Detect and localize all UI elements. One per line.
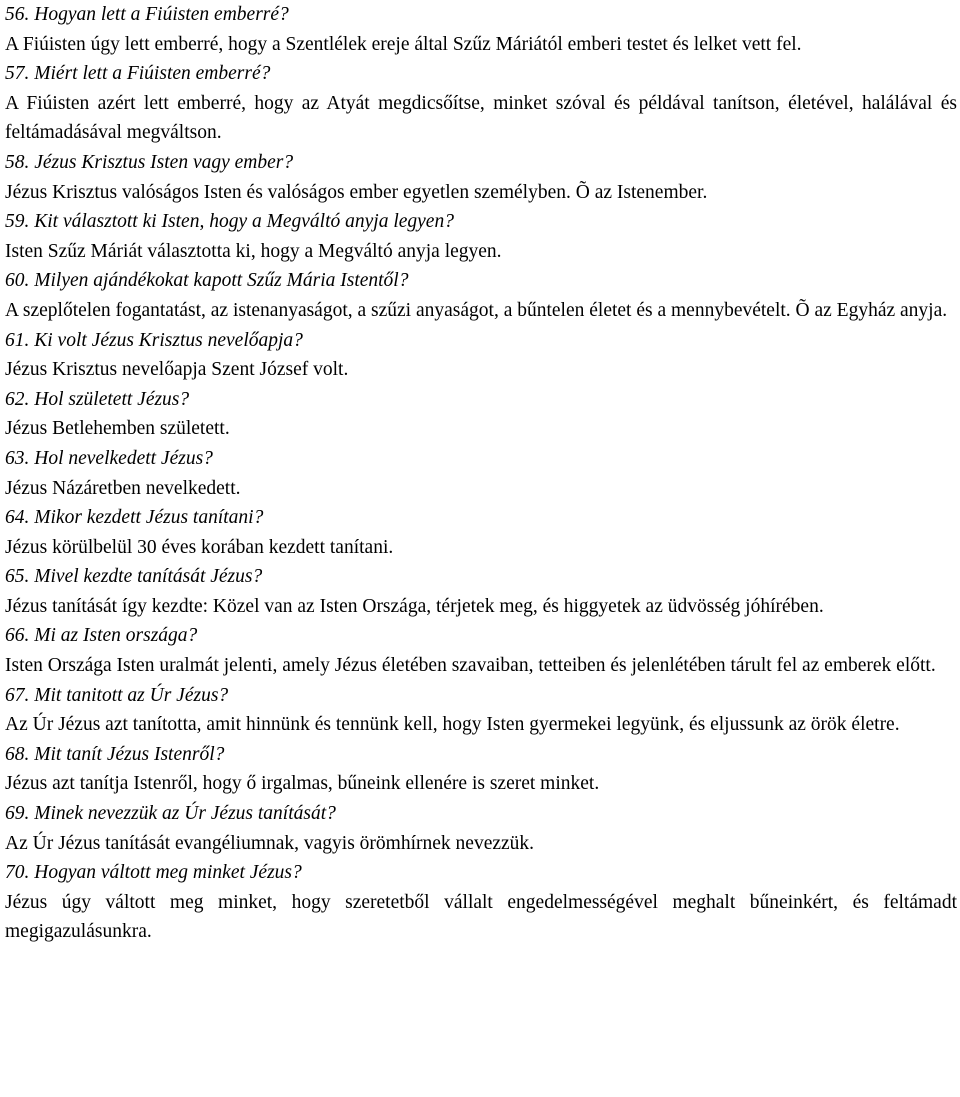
question: 62. Hol született Jézus? [5, 388, 190, 410]
qa-item-65 [5, 562, 957, 621]
question: 58. Jézus Krisztus Isten vagy ember? [5, 151, 294, 173]
question: 61. Ki volt Jézus Krisztus nevelőapja? [5, 329, 303, 351]
qa-item-64 [5, 503, 957, 562]
question: 60. Milyen ajándékokat kapott Szűz Mária Istentől? [5, 270, 409, 292]
answer: Isten Országa Isten uralmát jelenti, amely Jézus életében szavaiban, tetteiben és jelenlétében tárult fel az emberek előtt. [5, 655, 936, 677]
question: 59. Kit választott ki Isten, hogy a Megváltó anyja legyen? [5, 211, 454, 233]
answer: Jézus azt tanítja Istenről, hogy ő irgalmas, bűneink ellenére is szeret minket. [5, 773, 600, 795]
qa-item-66 [5, 621, 957, 680]
question: 66. Mi az Isten országa? [5, 625, 198, 647]
answer: Jézus úgy váltott meg minket, hogy szeretetből vállalt engedelmességével meghalt bűneinkért, és feltámadt megigazulásunkra. [5, 891, 957, 943]
qa-item-56 [5, 0, 957, 59]
answer: A Fiúisten azért lett emberré, hogy az Atyát megdicsőítse, minket szóval és példával tanítson, életével, halálával és feltámadásával megváltson. [5, 92, 957, 144]
answer: Jézus Krisztus valóságos Isten és valóságos ember egyetlen személyben. Õ az Istenember. [5, 181, 708, 203]
question: 68. Mit tanít Jézus Istenről? [5, 743, 225, 765]
question: 56. Hogyan lett a Fiúisten emberré? [5, 4, 289, 25]
answer: Az Úr Jézus azt tanította, amit hinnünk és tennünk kell, hogy Isten gyermekei legyünk, és eljussunk az örök életre. [5, 714, 900, 736]
qa-item-62 [5, 385, 957, 444]
question: 57. Miért lett a Fiúisten emberré? [5, 63, 271, 85]
answer: Isten Szűz Máriát választotta ki, hogy a Megváltó anyja legyen. [5, 240, 502, 262]
question: 63. Hol nevelkedett Jézus? [5, 447, 213, 469]
answer: A szeplőtelen fogantatást, az istenanyaságot, a szűzi anyaságot, a bűntelen életet és a mennybevételt. Õ az Egyház anyja. [5, 299, 948, 321]
answer: Jézus körülbelül 30 éves korában kezdett tanítani. [5, 536, 394, 558]
qa-item-58 [5, 148, 957, 207]
answer: A Fiúisten úgy lett emberré, hogy a Szentlélek ereje által Szűz Máriától emberi testet és lelket vett fel. [5, 33, 802, 55]
qa-item-63 [5, 444, 957, 503]
question: 64. Mikor kezdett Jézus tanítani? [5, 507, 264, 529]
answer: Jézus tanítását így kezdte: Közel van az Isten Országa, térjetek meg, és higgyetek az üdvösség jóhírében. [5, 595, 824, 617]
qa-item-61 [5, 326, 957, 385]
answer: Jézus Betlehemben született. [5, 418, 230, 440]
qa-item-68 [5, 740, 957, 799]
qa-item-69 [5, 799, 957, 858]
question: 67. Mit tanitott az Úr Jézus? [5, 684, 229, 706]
answer: Jézus Krisztus nevelőapja Szent József volt. [5, 359, 349, 381]
qa-item-70 [5, 858, 957, 947]
qa-item-59 [5, 207, 957, 266]
question: 70. Hogyan váltott meg minket Jézus? [5, 862, 302, 884]
answer: Jézus Názáretben nevelkedett. [5, 477, 241, 499]
question: 69. Minek nevezzük az Úr Jézus tanítását? [5, 803, 336, 825]
qa-item-57 [5, 59, 957, 148]
qa-item-60 [5, 266, 957, 325]
question: 65. Mivel kezdte tanítását Jézus? [5, 566, 263, 588]
answer: Az Úr Jézus tanítását evangéliumnak, vagyis örömhírnek nevezzük. [5, 832, 535, 854]
qa-item-67 [5, 681, 957, 740]
